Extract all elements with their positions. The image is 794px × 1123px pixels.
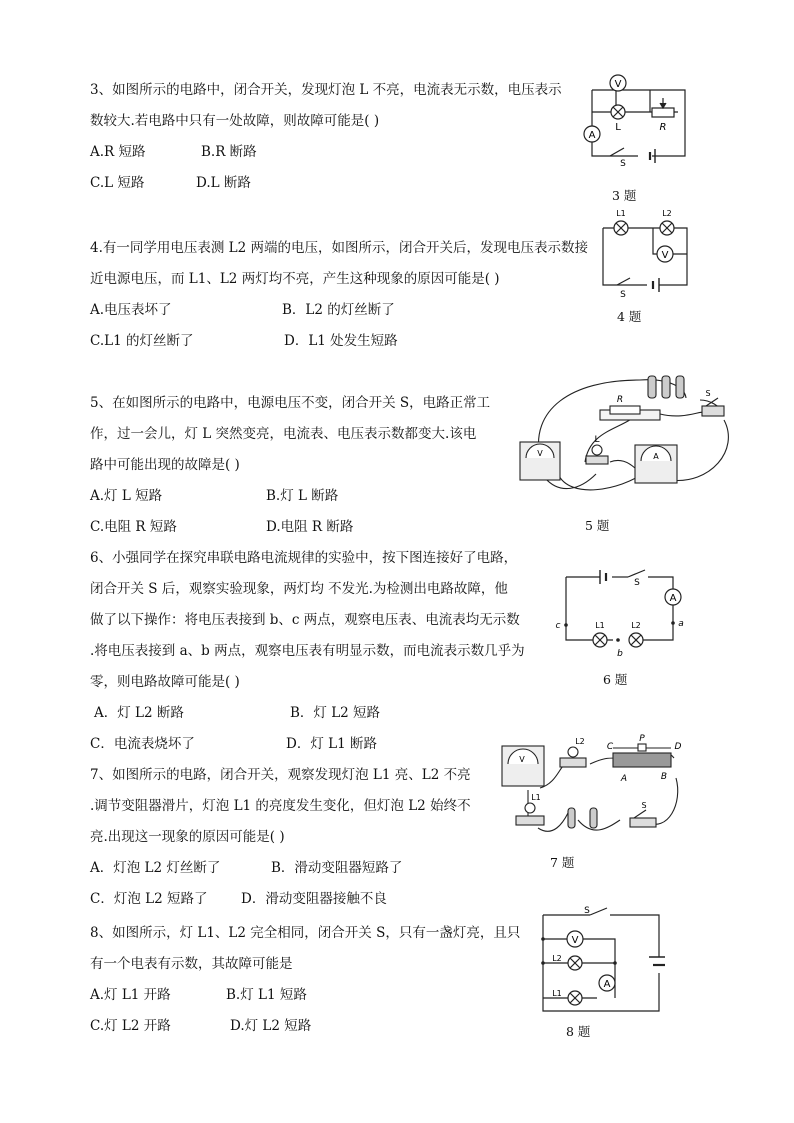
question-text-line: 闭合开关 S 后，观察实验现象，两灯均 不发光.为检测出电路故障，他 <box>90 581 508 597</box>
lamp2-label: L2 <box>662 209 672 218</box>
option-d[interactable]: D.灯 L2 短路 <box>230 1018 312 1034</box>
question-text-line: 作，过一会儿，灯 L 突然变亮，电流表、电压表示数都变大.该电 <box>90 426 477 442</box>
point-B-label: B <box>660 772 668 782</box>
option-c[interactable]: C．灯泡 L2 短路了 <box>90 891 208 907</box>
circuit-figure-7 <box>498 728 694 850</box>
question-6 <box>90 543 525 760</box>
question-text-line: 8、如图所示，灯 L1、L2 完全相同，闭合开关 S，只有一盏灯亮，且只 <box>90 925 521 941</box>
question-7 <box>90 760 471 915</box>
figure-caption: 4 题 <box>617 309 642 324</box>
lamp2-label: L2 <box>552 954 562 963</box>
question-text-line: 做了以下操作：将电压表接到 b、c 两点，观察电压表、电流表均无示数 <box>90 612 520 628</box>
option-b[interactable]: B.灯 L 断路 <box>266 488 339 504</box>
option-c[interactable]: C.L1 的灯丝断了 <box>90 333 194 349</box>
options-row <box>90 1011 390 1042</box>
question-5 <box>90 388 490 543</box>
point-c-label: c <box>555 621 561 631</box>
options-row <box>90 884 420 915</box>
question-text-line: 4.有一同学用电压表测 L2 两端的电压，如图所示，闭合开关后，发现电压表示数接 <box>90 240 589 256</box>
question-text-line: .调节变阻器滑片，灯泡 L1 的亮度发生变化，但灯泡 L2 始终不 <box>90 798 471 814</box>
options-row <box>90 326 430 357</box>
options-row <box>90 853 420 884</box>
point-a-label: a <box>678 619 684 629</box>
voltmeter-label: V <box>537 449 543 458</box>
circuit-figure-4 <box>595 207 695 299</box>
voltmeter-label: V <box>571 935 579 946</box>
question-4 <box>90 233 588 357</box>
options-row <box>90 137 390 168</box>
question-text-line: 近电源电压，而 L1、L2 两灯均不亮，产生这种现象的原因可能是( ) <box>90 271 500 287</box>
question-text-line: 有一个电表有示数，其故障可能是 <box>90 956 293 972</box>
lamp-label: L <box>594 435 600 445</box>
question-text-line: 5、在如图所示的电路中，电源电压不变，闭合开关 S，电路正常工 <box>90 395 491 411</box>
voltmeter-label: V <box>519 755 525 764</box>
circuit-figure-6 <box>548 565 694 667</box>
switch-label: S <box>634 578 640 588</box>
question-text-line: .将电压表接到 a、b 两点，观察电压表有明显示数，而电流表示数几乎为 <box>90 643 525 659</box>
option-c[interactable]: C.电阻 R 短路 <box>90 519 177 535</box>
circuit-figure-5 <box>510 370 742 505</box>
ammeter-label: A <box>603 979 611 990</box>
option-b[interactable]: B．滑动变阻器短路了 <box>271 860 403 876</box>
figure-caption: 7 题 <box>550 855 575 870</box>
point-D-label: D <box>674 742 682 752</box>
option-a[interactable]: A．灯 L2 断路 <box>94 705 184 721</box>
point-b-label: b <box>617 649 623 659</box>
options-row <box>94 698 454 729</box>
option-d[interactable]: D．灯 L1 断路 <box>286 736 377 752</box>
option-d[interactable]: D．L1 处发生短路 <box>284 333 398 349</box>
option-c[interactable]: C．电流表烧坏了 <box>90 736 195 752</box>
option-a[interactable]: A.灯 L 短路 <box>90 488 163 504</box>
switch-label: S <box>641 801 647 810</box>
options-row <box>90 295 430 326</box>
option-b[interactable]: B．L2 的灯丝断了 <box>282 302 395 318</box>
ammeter-label: A <box>588 130 596 141</box>
lamp1-label: L1 <box>531 793 541 802</box>
resistor-label: R <box>616 395 624 405</box>
option-a[interactable]: A.R 短路 <box>90 144 146 160</box>
figure-caption: 5 题 <box>585 518 610 533</box>
voltmeter-label: V <box>661 250 669 261</box>
figure-caption: 3 题 <box>612 188 637 203</box>
point-C-label: C <box>606 742 614 752</box>
figure-caption: 6 题 <box>603 672 628 687</box>
lamp1-label: L1 <box>595 621 605 630</box>
lamp1-label: L1 <box>552 989 562 998</box>
point-A-label: A <box>620 774 628 784</box>
question-text-line: 零，则电路故障可能是( ) <box>90 674 240 690</box>
voltmeter-label: V <box>614 79 622 90</box>
resistor-label: R <box>659 122 667 133</box>
option-a[interactable]: A.灯 L1 开路 <box>90 987 171 1003</box>
options-row <box>90 512 390 543</box>
option-b[interactable]: B.R 断路 <box>201 144 257 160</box>
options-row <box>90 481 390 512</box>
question-text-line: 3、如图所示的电路中，闭合开关，发现灯泡 L 不亮，电流表无示数，电压表示 <box>90 82 562 98</box>
question-8 <box>90 918 520 1042</box>
switch-label: S <box>620 159 626 168</box>
question-text-line: 路中可能出现的故障是( ) <box>90 457 240 473</box>
option-a[interactable]: A．灯泡 L2 灯丝断了 <box>90 860 221 876</box>
circuit-figure-8 <box>535 903 665 1021</box>
option-d[interactable]: D.电阻 R 断路 <box>266 519 354 535</box>
options-row <box>90 168 390 199</box>
question-text-line: 数较大.若电路中只有一处故障，则故障可能是( ) <box>90 113 380 129</box>
switch-label: S <box>620 290 626 299</box>
switch-label: S <box>584 906 590 916</box>
option-d[interactable]: D．滑动变阻器接触不良 <box>241 891 387 907</box>
lamp2-label: L2 <box>631 621 641 630</box>
lamp-label: L <box>615 122 621 133</box>
option-a[interactable]: A.电压表坏了 <box>90 302 172 318</box>
options-row <box>90 729 450 760</box>
lamp1-label: L1 <box>616 209 626 218</box>
ammeter-label: A <box>669 593 677 604</box>
switch-label: S <box>705 389 711 398</box>
option-d[interactable]: D.L 断路 <box>196 175 251 191</box>
question-text-line: 6、小强同学在探究串联电路电流规律的实验中，按下图连接好了电路， <box>90 550 518 566</box>
option-c[interactable]: C.灯 L2 开路 <box>90 1018 171 1034</box>
option-b[interactable]: B．灯 L2 短路 <box>290 705 381 721</box>
question-text-line: 亮.出现这一现象的原因可能是( ) <box>90 829 285 845</box>
point-P-label: P <box>639 734 645 744</box>
options-row <box>90 980 390 1011</box>
option-c[interactable]: C.L 短路 <box>90 175 145 191</box>
option-b[interactable]: B.灯 L1 短路 <box>226 987 307 1003</box>
figure-caption: 8 题 <box>566 1024 591 1039</box>
lamp2-label: L2 <box>575 737 585 746</box>
ammeter-label: A <box>653 452 659 461</box>
question-3 <box>90 75 562 199</box>
circuit-figure-3 <box>580 68 695 168</box>
question-text-line: 7、如图所示的电路，闭合开关，观察发现灯泡 L1 亮、L2 不亮 <box>90 767 471 783</box>
